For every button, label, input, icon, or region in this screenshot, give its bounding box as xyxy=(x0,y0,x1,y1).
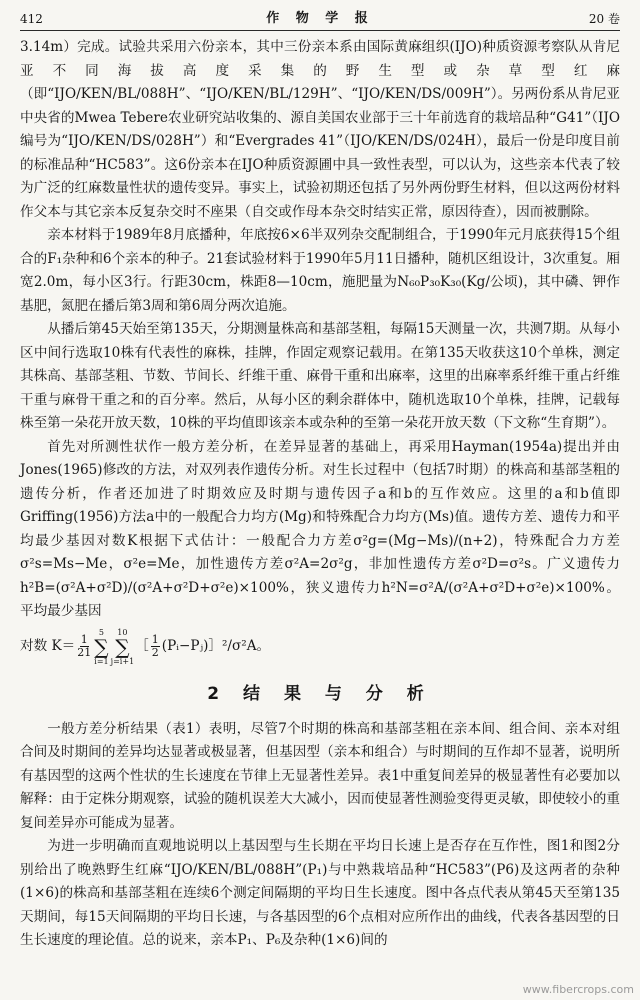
page-number: 412 xyxy=(20,12,43,26)
formula-lead: 对数 K＝ xyxy=(20,637,76,654)
gene-pair-formula xyxy=(20,626,620,668)
section-heading: 2 结 果 与 分 析 xyxy=(207,683,433,704)
paragraph-results-growth: 为进一步明确而直观地说明以上基因型与生长期在平均日长速上是否存在互作性，图1和图2分别给出了晚熟野生红麻“IJO/KEN/BL/088H”(P₁)与中熟栽培品种“HC583”(P6)及这两者的杂种(1×6)的株高和基部茎粗在连续6个测定间隔期的平均日生长速度。图中各点代表从第45天至第135天期间，每15天间隔期的平均日长速，与各基因型的6个点相对应所作出的曲线，代表各基因型的日生长速度的理论值。总的说来，亲本P₁、P₆及杂种(1×6)间的 xyxy=(20,838,620,948)
formula-term: (Pᵢ−Pⱼ)］²/σ²A。 xyxy=(161,637,271,654)
paragraph-analysis-method: 首先对所测性状作一般方差分析，在差异显著的基础上，再采用Hayman(1954a)提出并由Jones(1965)修改的方法，对双列表作遗传分析。对生长过程中（包括7时期）的株高和基部茎粗的遗传分析，作者还加进了时期效应及时期与遗传因子a和b的互作效应。这里的a和b值即Griffing(1956)方法a中的一般配合力均方(Mg)和特殊配合力均方(Ms)值。遗传方差、遗传力和平均最少基因对数K根据下式估计：一般配合力方差σ²g=(Mg−Ms)/(n+2)，特殊配合力方差σ²s=Ms−Me，σ²e=Me，加性遗传方差σ²A=2σ²g，非加性遗传方差σ²D=σ²s。广义遗传力h²B=(σ²A+σ²D)/(σ²A+σ²D+σ²e)×100%，狭义遗传力h²N=σ²A/(σ²A+σ²D+σ²e)×100%。平均最少基因 xyxy=(20,438,620,619)
paragraph-results-anova: 一般方差分析结果（表1）表明，尽管7个时期的株高和基部茎粗在亲本间、组合间、亲本对组合间及时期间的差异均达显著或极显著，但基因型（亲本和组合）与时期间的互作却不显著，说明所有基因型的这两个性状的生长速度在节律上无显著性差异。表1中重复间差异的极显著性有必要加以解释：由于定株分期观察，试验的随机误差大大减小，因而使显著性测验变得更灵敏，即使较小的重复间差异亦可能成为显著。 xyxy=(20,720,620,831)
journal-title: 作 物 学 报 xyxy=(266,11,374,26)
sum-symbol-i: 5 ∑ i=1 xyxy=(94,627,109,666)
paragraph-design: 亲本材料于1989年8月底播种，年底按6×6半双列杂交配制组合，于1990年元月底获得15个组合的F₁杂种和6个亲本的种子。21套试验材料于1990年5月11日播种，随机区组设计，3次重复。厢宽2.0m，每小区3行。行距30cm，株距8—10cm，施肥量为N₆₀P₃₀K₃₀(Kg/公顷)，其中磷、钾作基肥，氮肥在播后第3周和第6周分两次追施。 xyxy=(20,227,620,314)
paragraph-measurement: 从播后第45天始至第135天，分期测量株高和基部茎粗，每隔15天测量一次，共测7期。从每小区中间行选取10株有代表性的麻株，挂牌，作固定观察记载用。在第135天收获这10个单株，测定其株高、基部茎粗、节数、节间长、纤维干重、麻骨干重和出麻率，这里的出麻率系纤维干重占纤维干重与麻骨干重之和的百分率。然后，从每小区的剩余群体中，随机选取10个单株，挂牌，记载每株至第一朵花开放天数，10株的平均值即该亲本或杂种的至第一朵花开放天数（下文称“生育期”）。 xyxy=(20,321,620,431)
formula-bracket: ［ xyxy=(135,637,149,654)
formula-fraction: $\frac{1}{21}$ xyxy=(77,633,92,659)
paragraph-materials: 3.14m）完成。试验共采用六份亲本，其中三份亲本系由国际黄麻组织(IJO)种质资源考察队从肯尼亚不同海拔高度采集的野生型或杂草型红麻（即“IJO/KEN/BL/088H”、“IJO/KEN/BL/129H”、“IJO/KEN/DS/009H”）。另两份系从肯尼亚中央省的Mwea Tebere农业研究站收集的、源自美国农业部于三十年前选育的栽培品种“G41”（IJO编号为“IJO/KEN/DS/028H”）和“Evergrades 41”（IJO/KEN/DS/024H），最后一份是印度目前的标准品种“HC583”。这6份亲本在IJO种质资源圃中具一致性表型，可以认为，这些亲本代表了较为广泛的红麻数量性状的遗传变异。事实上，试验初期还包括了另外两份野生材料，但以这两份材料作父本与其它亲本反复杂交时不座果（自交或作母本杂交时结实正常，原因待查），因而被删除。 xyxy=(20,39,620,220)
volume-label: 20 卷 xyxy=(588,12,620,26)
article-body xyxy=(20,36,620,953)
sum-symbol-j: 10 ∑ j=i+1 xyxy=(110,627,135,666)
watermark: www.fibercrops.com xyxy=(522,983,634,996)
formula-half: $\frac{1}{2}$ xyxy=(151,633,159,659)
page-header xyxy=(20,8,620,31)
